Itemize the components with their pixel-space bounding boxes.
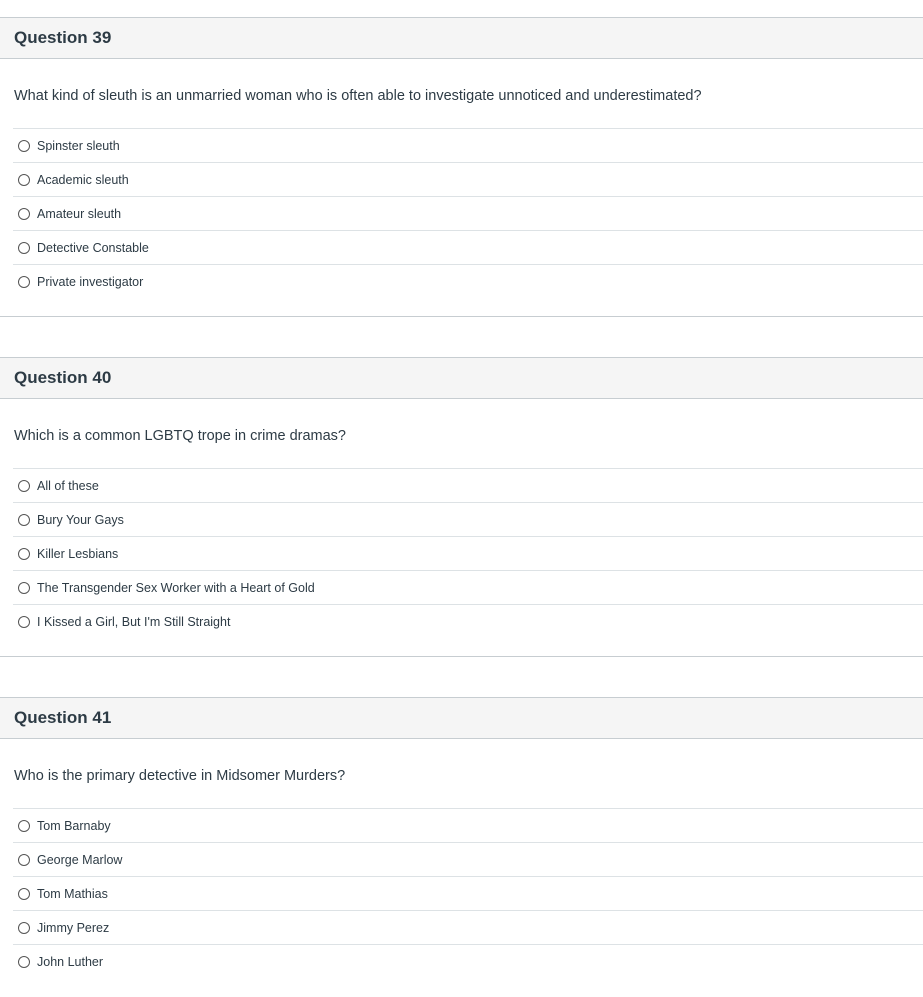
radio-button[interactable] [18, 616, 30, 628]
answer-label: Amateur sleuth [37, 206, 122, 221]
answer-option[interactable] [13, 503, 923, 537]
answer-option[interactable] [13, 129, 923, 163]
question-39 [0, 17, 923, 317]
question-header [0, 18, 923, 59]
answer-label: John Luther [37, 955, 104, 969]
answer-label: All of these [37, 478, 99, 493]
radio-button[interactable] [18, 480, 30, 492]
answer-list [13, 808, 923, 979]
radio-button[interactable] [18, 888, 30, 900]
answer-option[interactable] [13, 843, 923, 877]
question-title: Question 39 [14, 28, 112, 47]
answer-label: Private investigator [37, 275, 144, 289]
answer-option[interactable] [13, 265, 923, 299]
answer-label: Tom Mathias [37, 886, 108, 901]
radio-button[interactable] [18, 174, 30, 186]
radio-button[interactable] [18, 548, 30, 560]
answer-list [13, 128, 923, 299]
question-header [0, 358, 923, 399]
question-title: Question 41 [14, 708, 112, 727]
answer-list [13, 468, 923, 639]
question-header [0, 698, 923, 739]
answer-label: Detective Constable [37, 240, 149, 255]
radio-button[interactable] [18, 242, 30, 254]
answer-option[interactable] [13, 231, 923, 265]
answer-option[interactable] [13, 911, 923, 945]
question-41 [0, 697, 923, 997]
answer-label: Tom Barnaby [37, 818, 111, 833]
answer-option[interactable] [13, 877, 923, 911]
answer-option[interactable] [13, 945, 923, 979]
radio-button[interactable] [18, 956, 30, 968]
radio-button[interactable] [18, 208, 30, 220]
radio-button[interactable] [18, 922, 30, 934]
answer-label: Jimmy Perez [37, 920, 110, 935]
question-40 [0, 357, 923, 657]
question-text: What kind of sleuth is an unmarried woman who is often able to investigate unnoticed and underestimated? [14, 88, 702, 104]
question-text: Who is the primary detective in Midsomer Murders? [14, 768, 346, 784]
answer-label: Academic sleuth [37, 172, 129, 187]
question-text: Which is a common LGBTQ trope in crime dramas? [14, 428, 346, 444]
radio-button[interactable] [18, 514, 30, 526]
answer-label: Bury Your Gays [37, 512, 124, 527]
answer-option[interactable] [13, 537, 923, 571]
answer-option[interactable] [13, 197, 923, 231]
radio-button[interactable] [18, 276, 30, 288]
question-title: Question 40 [14, 368, 112, 387]
answer-option[interactable] [13, 605, 923, 639]
radio-button[interactable] [18, 820, 30, 832]
radio-button[interactable] [18, 854, 30, 866]
radio-button[interactable] [18, 140, 30, 152]
answer-label: Killer Lesbians [37, 546, 119, 561]
radio-button[interactable] [18, 582, 30, 594]
answer-label: The Transgender Sex Worker with a Heart of Gold [37, 580, 315, 595]
answer-option[interactable] [13, 163, 923, 197]
answer-label: I Kissed a Girl, But I'm Still Straight [37, 615, 231, 629]
answer-label: Spinster sleuth [37, 138, 120, 153]
answer-option[interactable] [13, 469, 923, 503]
answer-option[interactable] [13, 571, 923, 605]
answer-label: George Marlow [37, 852, 123, 867]
answer-option[interactable] [13, 809, 923, 843]
